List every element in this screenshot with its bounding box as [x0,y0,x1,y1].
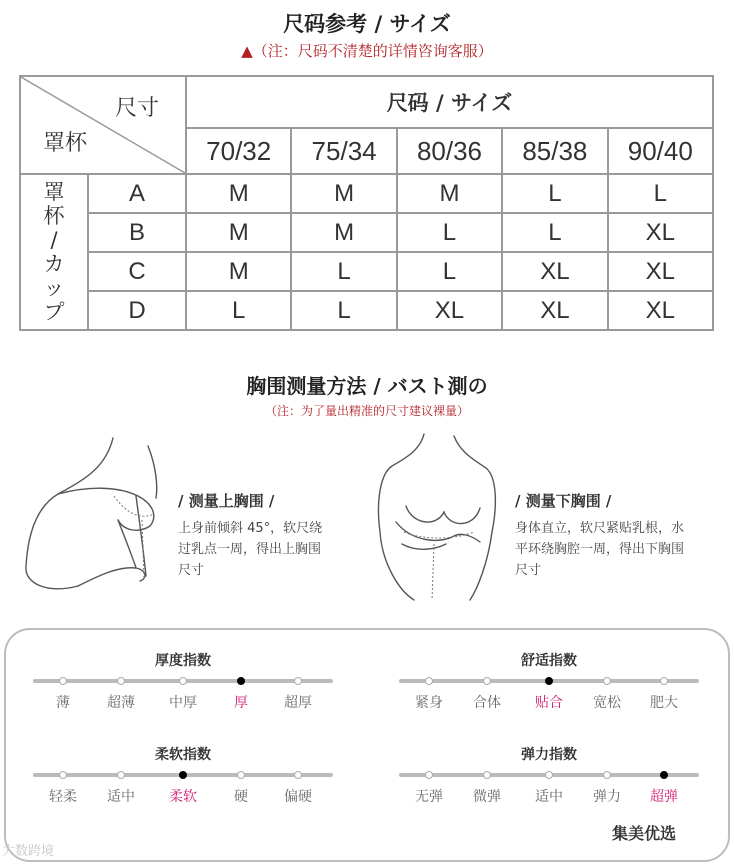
index-marker [483,771,491,779]
table-row [20,291,713,330]
size-cell: L [397,252,502,291]
index-track [33,670,333,711]
index-track [399,670,699,711]
index-marker-selected [179,771,187,779]
table-row [20,213,713,252]
index-track [399,764,699,805]
size-cell: L [502,174,607,213]
index-marker [294,771,302,779]
cup-group-label: 罩 杯 / カ ッ プ [20,174,88,330]
index-marker [660,677,668,685]
size-cell: M [186,252,291,291]
lower-bust-desc: 身体直立，软尺紧贴乳根，水 平环绕胸腔一周，得出下胸围 尺寸 [515,521,685,578]
index-track [33,764,333,805]
index-label-selected: 柔软 [169,789,197,805]
index-label: 宽松 [593,695,621,711]
index-marker-selected [237,677,245,685]
size-table [19,75,714,331]
index-label: 合体 [473,695,501,711]
corner-label-size: 尺寸 [114,96,159,121]
size-cell: M [186,174,291,213]
diagonal-line [21,77,185,173]
index-label: 肥大 [650,695,678,711]
size-cell: L [608,174,713,213]
watermark-logo: 大数跨境 [2,844,55,859]
table-row [20,174,713,213]
lower-bust-illustration [362,432,507,602]
lower-bust-title: / 测量下胸围 / [515,492,612,510]
index-label-selected: 贴合 [535,695,563,711]
size-col-header: 85/38 [502,128,607,174]
size-cell: L [291,252,396,291]
index-marker-selected [545,677,553,685]
measure-title: 胸围测量方法 / バスト測の [246,374,488,398]
index-marker [237,771,245,779]
index-label: 适中 [535,789,563,805]
index-label: 超厚 [284,695,312,711]
index-marker [603,771,611,779]
corner-label-cup: 罩杯 [43,131,88,156]
size-cell: L [397,213,502,252]
size-cell: M [397,174,502,213]
table-row [20,252,713,291]
index-label: 中厚 [169,695,197,711]
watermark-brand: 集美优选 [612,824,677,843]
header-note: ▲（注：尺码不清楚的详情咨询客服） [241,42,493,60]
size-cell: XL [608,213,713,252]
size-col-header: 90/40 [608,128,713,174]
index-title: 舒适指数 [521,653,577,669]
index-label: 轻柔 [49,789,77,805]
size-cell: L [291,291,396,330]
size-col-header: 70/32 [186,128,291,174]
size-cell: XL [397,291,502,330]
size-cell: XL [502,291,607,330]
corner-cell [20,76,186,174]
index-title: 厚度指数 [155,653,211,669]
index-label: 硬 [234,789,248,805]
index-marker [425,677,433,685]
index-marker [294,677,302,685]
index-marker [425,771,433,779]
index-marker [483,677,491,685]
size-cell: XL [608,252,713,291]
size-col-header: 80/36 [397,128,502,174]
index-label: 无弹 [415,789,443,805]
index-label-selected: 超弹 [650,789,678,805]
index-marker-selected [660,771,668,779]
size-col-header: 75/34 [291,128,396,174]
index-marker [59,771,67,779]
cup-label: D [88,291,186,330]
index-label: 紧身 [415,695,443,711]
size-cell: L [502,213,607,252]
comfort-index [399,650,699,711]
page-title: 尺码参考 / サイズ [283,12,451,36]
index-marker [179,677,187,685]
upper-bust-illustration [18,436,168,596]
cup-label: B [88,213,186,252]
index-label: 微弹 [473,789,501,805]
size-cell: M [291,174,396,213]
index-marker [117,771,125,779]
index-label-selected: 厚 [234,695,248,711]
cup-label: A [88,174,186,213]
index-title: 弹力指数 [521,747,577,763]
size-header: 尺码 / サイズ [186,76,713,128]
thickness-index [33,650,333,711]
index-label: 偏硬 [284,789,312,805]
upper-bust-title: / 测量上胸围 / [178,492,275,510]
index-label: 适中 [107,789,135,805]
softness-index [33,744,333,805]
index-label: 薄 [56,695,70,711]
index-label: 超薄 [107,695,135,711]
size-cell: L [186,291,291,330]
measure-note: （注：为了量出精准的尺寸建议裸量） [264,404,469,418]
index-marker [603,677,611,685]
index-marker [117,677,125,685]
index-label: 弹力 [593,789,621,805]
size-cell: XL [502,252,607,291]
upper-bust-desc: 上身前倾斜 45°，软尺绕 过乳点一周，得出上胸围 尺寸 [178,521,323,578]
elasticity-index [399,744,699,805]
size-cell: M [291,213,396,252]
index-marker [59,677,67,685]
size-cell: XL [608,291,713,330]
cup-label: C [88,252,186,291]
index-marker [545,771,553,779]
size-cell: M [186,213,291,252]
index-title: 柔软指数 [155,747,211,763]
